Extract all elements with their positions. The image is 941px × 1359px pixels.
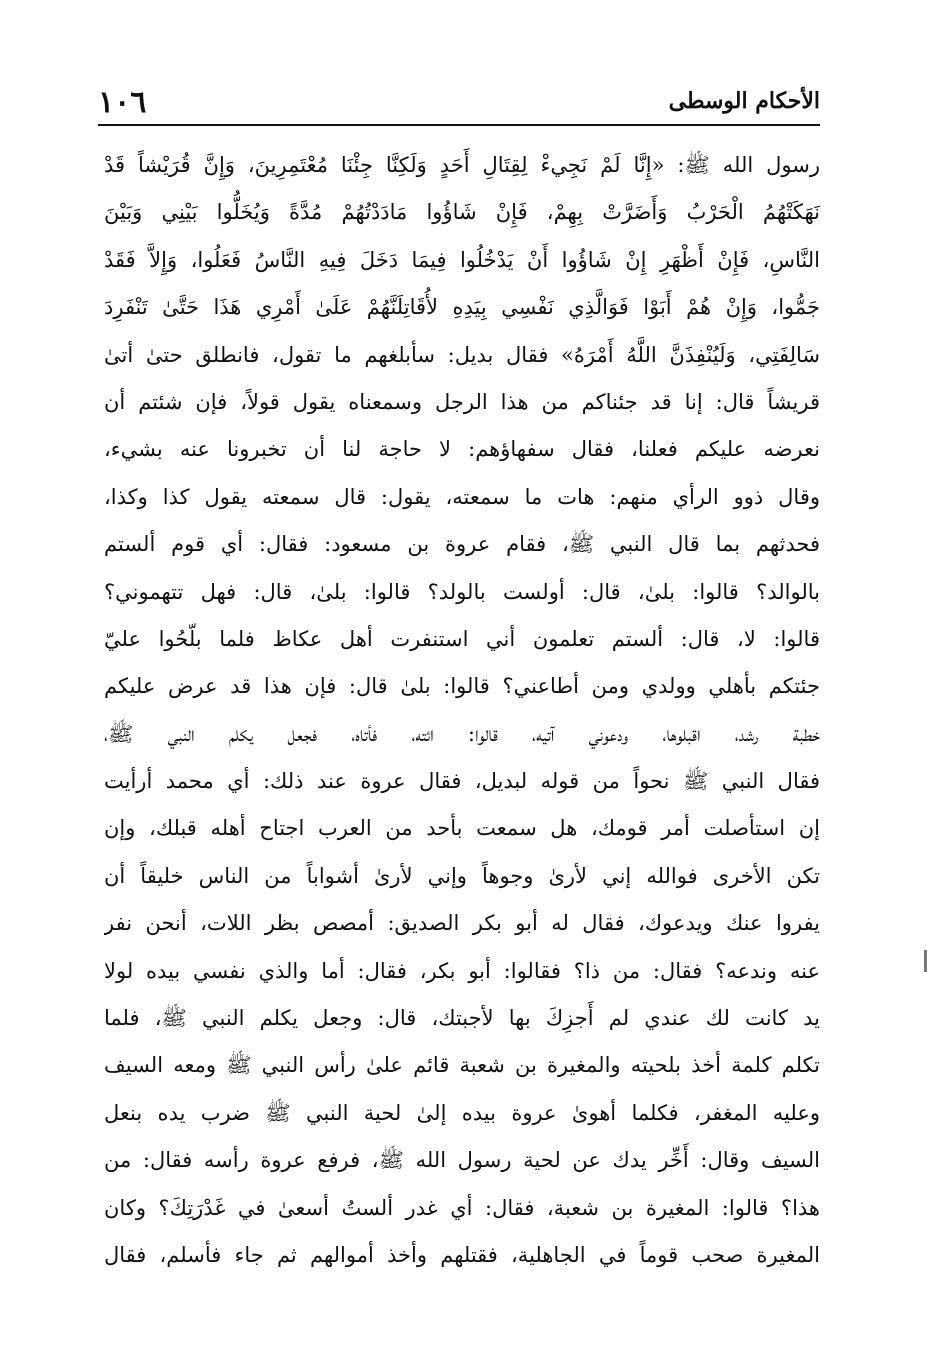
text-line: قريشاً قال: إنا قد جئناكم من هذا الرجل وسمعناه يقول قولاً، فإن شئتم أن (104, 389, 820, 414)
text-line: المغيرة صحب قوماً في الجاهلية، فقتلهم وأخذ أموالهم ثم جاء فأسلم، فقال (104, 1242, 820, 1267)
text-line: قالوا: لا، قال: ألستم تعلمون أني استنفرت أهل عكاظ فلما بلّحُوا عليّ (104, 626, 820, 651)
body-text (104, 142, 820, 1279)
text-line: وقال ذوو الرأي منهم: هات ما سمعته، يقول: قال سمعته يقول كذا وكذا، (104, 484, 820, 509)
text-line: النَّاسِ، فَإِنْ أَظْهَرِ إِنْ شَاؤُوا أَنْ يَدْخُلُوا فِيمَا دَخَلَ فِيهِ النَّاسُ فَعَلُوا، وَإِلاَّ فَقَدْ (104, 247, 820, 272)
text-line: رسول الله ﷺ: «إِنَّا لَمْ نَجِيءْ لِقِتَالِ أَحَدٍ وَلَكِنَّا جِئْنَا مُعْتَمِرِينَ، وَإِنَّ قُرَيْشاً قَدْ (104, 153, 820, 177)
page-header (98, 78, 820, 126)
text-line: يفروا عنك ويدعوك، فقال له أبو بكر الصديق: أمصص بظر اللات، أنحن نفر (104, 911, 820, 936)
text-line: إن استأصلت أمر قومك، هل سمعت بأحد من العرب اجتاح أهله قبلك، وإن (104, 816, 820, 841)
text-line: فقال النبي ﷺ نحواً من قوله لبديل، فقال عروة عند ذلك: أي محمد أرأيت (104, 769, 820, 794)
text-line: يد كانت لك عندي لم أَجزِكَ بها لأجبتك، قال: وجعل يكلم النبي ﷺ، فلما (104, 1006, 820, 1031)
text-line: السيف وقال: أَخِّر يدك عن لحية رسول الله ﷺ، فرفع عروة رأسه فقال: من (104, 1148, 820, 1173)
running-title: الأحكام الوسطى (668, 88, 820, 114)
text-line: فحدثهم بما قال النبي ﷺ، فقام عروة بن مسعود: فقال: أي قوم ألستم (104, 532, 820, 557)
text-line: تكلم كلمة أخذ بلحيته والمغيرة بن شعبة قائم علىٰ رأس النبي ﷺ ومعه السيف (104, 1053, 820, 1078)
text-line: وعليه المغفر، فكلما أهوىٰ عروة بيده إلىٰ لحية النبي ﷺ ضرب يده بنعل (104, 1100, 820, 1125)
scan-margin-mark (924, 950, 927, 972)
text-line: سَالِفَتِي، وَلَيُنْفِذَنَّ اللَّهُ أَمْرَهُ» فقال بديل: سأبلغهم ما تقول، فانطلق حتىٰ أتىٰ (104, 342, 820, 367)
text-line: نَهَكَتْهُمُ الْحَرْبُ وَأَضَرَّتْ بِهِمْ، فَإِنْ شَاؤُوا مَادَدْتُهُمْ مُدَّةً وَيُخَلُّوا بَيْنِي وَبَيْنَ (104, 200, 820, 225)
text-line: هذا؟ قالوا: المغيرة بن شعبة، فقال: أي غدر ألستُ أسعىٰ في غَدْرَتِكَ؟ وكان (104, 1195, 820, 1220)
text-line: تكن الأخرى فوالله إني لأرىٰ وجوهاً وإني لأرىٰ أشواباً من الناس خليقاً أن (104, 863, 820, 888)
header-divider (98, 124, 820, 126)
text-line: بالوالد؟ قالوا: بلىٰ، قال: أولست بالولد؟ قالوا: بلىٰ، قال: فهل تتهموني؟ (104, 579, 820, 604)
text-line: جئتكم بأهلي وولدي ومن أطاعني؟ قالوا: بلىٰ قال: فإن هذا قد عرض عليكم (104, 674, 820, 699)
text-line: جَمُّوا، وَإِنْ هُمْ أَبَوْا فَوَالَّذِي نَفْسِي بِيَدِهِ لأُقَاتِلَنَّهُمْ عَلَىٰ أَمْرِي هَذَا حَتَّىٰ تَنْفَرِدَ (104, 295, 820, 320)
text-line: خطبة رشد، اقبلوها، ودعوني آتيه، قالوا: ائته، فأتاه، فجعل يكلم النبي ﷺ، (104, 721, 820, 746)
text-line: عنه وندعه؟ فقال: من ذا؟ فقالوا: أبو بكر، فقال: أما والذي نفسي بيده لولا (104, 958, 820, 983)
page-number: ١٠٦ (98, 85, 147, 120)
text-line: نعرضه عليكم فعلنا، فقال سفهاؤهم: لا حاجة لنا أن تخبرونا عنه بشيء، (104, 437, 820, 462)
